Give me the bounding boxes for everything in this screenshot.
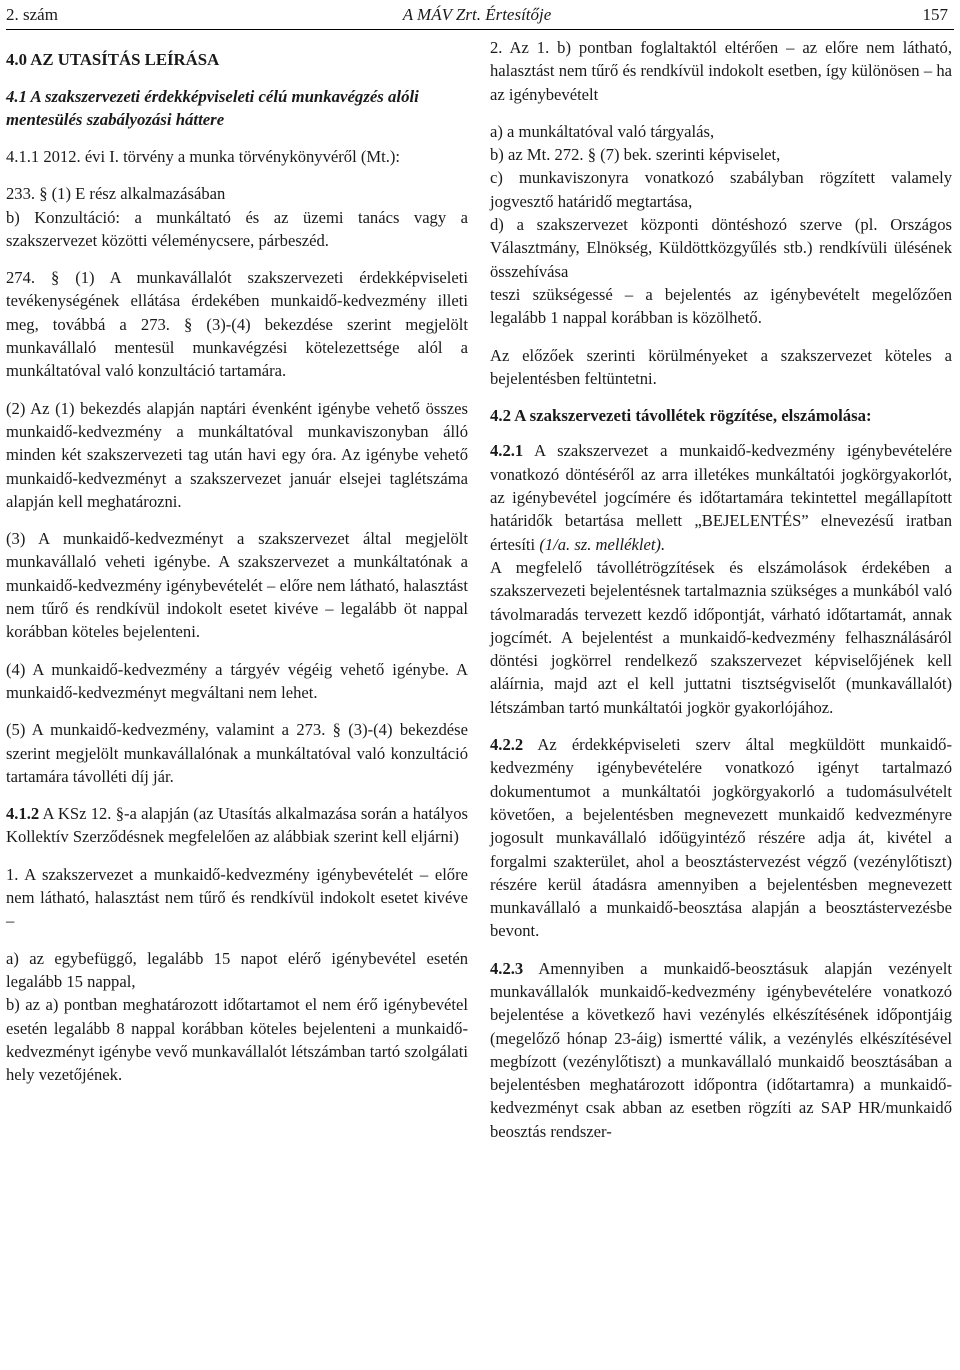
paragraph-274-2: (2) Az (1) bekezdés alapján naptári évenként igénybe vehető összes munkaidő-kedvezmény a munkáltatóval munkaviszonyban álló minden két szakszervezeti tag után havi egy óra. Az igénybe vehető munkaidő-kedvezményt a szakszervezet január elsejei taglétszáma alapján kell meghatározni.	[6, 398, 468, 511]
section-text: A KSz 12. §-a alapján (az Utasítás alkalmazása során a hatályos Kollektív Szerződésnek megfelelően az alábbiak szerint kell eljárni)	[6, 804, 468, 847]
paragraph-circumstances: Az előzőek szerinti körülményeket a szakszervezet köteles a bejelentésben feltüntetni.	[490, 345, 952, 388]
section-heading-4-0: 4.0 AZ UTASÍTÁS LEÍRÁSA	[6, 50, 220, 69]
paragraph-ksz-1-b: b) az a) pontban meghatározott időtartamot el nem érő igénybevétel esetén legalább 8 nappal korábban köteles bejelenteni a munkaidő-kedvezményt igénybe vevő munkavállalót létszámban tartó szolgálati hely vezetőjének.	[6, 995, 468, 1085]
section-label: 4.1.2	[6, 804, 40, 824]
paragraph-233: 233. § (1) E rész alkalmazásában	[6, 184, 226, 204]
header-rule	[6, 29, 954, 30]
section-heading-4-1-1: 4.1.1 2012. évi I. törvény a munka törvénykönyvéről (Mt.):	[6, 147, 401, 166]
paragraph-ksz-1-a: a) az egybefüggő, legalább 15 napot elérő igénybevétel esetén legalább 15 nappal,	[6, 948, 468, 991]
section-text: Az érdekképviseleti szerv által megküldött munkaidő-kedvezmény igénybevételére vonatkozó igényt tartalmazó dokumentumot a munkáltatói jogkörgyakorló a tudomásulvételt követően, a bejelentésben megnevezett munkaidő kedvezményre jogosult munkavállaló időügyintéző részére adja át, kivétel a forgalmi szakterület, ahol a beosztástervezést végző (vezénylőtiszt) részére kerül átadásra amennyiben a bejelentésben megnevezett munkavállaló a munkaidő-beosztása alapján a beosztástervezésbe bevont.	[490, 735, 952, 941]
section-label: 4.2.1	[490, 441, 524, 461]
issue-number: 2. szám	[6, 5, 58, 24]
paragraph-absence-recording: A megfelelő távollétrögzítések és elszámolások érdekében a szakszervezeti bejelentésnek tartalmaznia szükséges a munkából való távolmaradás tervezett kezdő időpontját, várható időtartamát, annak jogcímét. A bejelentést a munkaidő-kedvezmény felhasználásáról döntési jogkörrel rendelkező szakszervezet képviselőjének kell aláírnia, majd azt el kell juttatni tisztségviselőt (munkavállalót) létszámban tartó munkáltatói jogkör gyakorlójához.	[490, 557, 952, 717]
publication-title: A MÁV Zrt. Értesítője	[402, 5, 552, 24]
section-4-2-3	[490, 957, 952, 1143]
list-item-a: a) a munkáltatóval való tárgyalás,	[490, 121, 715, 141]
section-4-2-1	[490, 439, 952, 555]
section-label: 4.2.3	[490, 958, 524, 978]
paragraph-274-1: 274. § (1) A munkavállalót szakszervezeti érdekképviseleti tevékenységének ellátása érdekében munkaidő-kedvezmény illeti meg, továbbá a 273. § (3)-(4) bekezdése szerint megjelölt munkavállaló mentesül munkavégzési kötelezettsége alól a munkáltatóval való konzultáció tartamára.	[6, 268, 468, 381]
paragraph-274-4: (4) A munkaidő-kedvezmény a tárgyév végéig vehető igénybe. A munkaidő-kedvezményt megváltani nem lehet.	[6, 659, 468, 702]
paragraph-ksz-1: 1. A szakszervezet a munkaidő-kedvezmény igénybevételét – előre nem látható, halasztást nem tűrő és rendkívül indokolt esetet kivéve –	[6, 864, 468, 931]
section-4-2-2	[490, 733, 952, 943]
list-item-b: b) az Mt. 272. § (7) bek. szerinti képviselet,	[490, 145, 781, 165]
right-column	[490, 36, 952, 1143]
list-conclusion: teszi szükségessé – a bejelentés az igénybevételt megelőzően legalább 1 nappal korábban is közölhető.	[490, 284, 952, 328]
paragraph-274-5: (5) A munkaidő-kedvezmény, valamint a 273. § (3)-(4) bekezdése szerint megjelölt munkavállalónak a munkáltatóval való konzultáció tartamára távolléti díj jár.	[6, 720, 468, 786]
paragraph-233-b: b) Konzultáció: a munkáltató és az üzemi tanács vagy a szakszervezet közötti véleménycsere, párbeszéd.	[6, 207, 468, 250]
page-header	[6, 4, 948, 26]
list-item-d: d) a szakszervezet központi döntéshozó szerve (pl. Országos Választmány, Elnökség, Küldöttközgyűlés stb.) rendkívüli ülésének összehívása	[490, 215, 952, 281]
section-4-1-2	[6, 802, 468, 849]
paragraph-274-3: (3) A munkaidő-kedvezményt a szakszervezet által megjelölt munkavállaló veheti igénybe. A szakszervezet a munkáltatónak a munkaidő-kedvezmény igénybevételét – előre nem látható, halasztást nem tűrő és rendkívül indokolt esetet kivéve – legalább öt nappal korábban köteles bejelenteni.	[6, 529, 468, 642]
section-label: 4.2.2	[490, 735, 524, 755]
section-heading-4-1: 4.1 A szakszervezeti érdekképviseleti célú munkavégzés alóli mentesülés szabályozási háttere	[6, 87, 419, 129]
section-text: Amennyiben a munkaidő-beosztásuk alapján vezényelt munkavállalók munkaidő-kedvezmény igénybevételére vonatkozó bejelentése a következő havi vezénylés elkészítésének időpontjáig (megelőző hónap 23-áig) ismertté válik, a vezénylés elkészítésével megbízott (vezénylőtiszt) a munkavállaló munkaidő beosztásában a bejelentésben meghatározott időpontra (időtartamra) a munkaidő-kedvezményt csak abban az esetben rögzíti az SAP HR/munkaidő beosztás rendszer-	[490, 958, 953, 1141]
section-text: A szakszervezet a munkaidő-kedvezmény igénybevételére vonatkozó döntéséről az arra illetékes munkáltatói jogkörgyakorlót, az igénybevétel jogcímére és időtartamára tekintettel megállapított határidők betartása mellett „BEJELENTÉS” elnevezésű iratban értesíti	[490, 441, 952, 554]
list-item-c: c) munkaviszonyra vonatkozó szabályban rögzített valamely jogvesztő határidő megtartása,	[490, 168, 952, 211]
section-heading-4-2: 4.2 A szakszervezeti távollétek rögzítése, elszámolása:	[490, 406, 872, 426]
page-number: 157	[922, 5, 948, 24]
annex-reference: (1/a. sz. melléklet).	[539, 534, 666, 554]
paragraph-ksz-2: 2. Az 1. b) pontban foglaltaktól eltérően – az előre nem látható, halasztást nem tűrő és rendkívül indokolt esetben, így különösen – ha az igénybevételt	[490, 38, 952, 104]
left-column	[6, 36, 468, 1086]
